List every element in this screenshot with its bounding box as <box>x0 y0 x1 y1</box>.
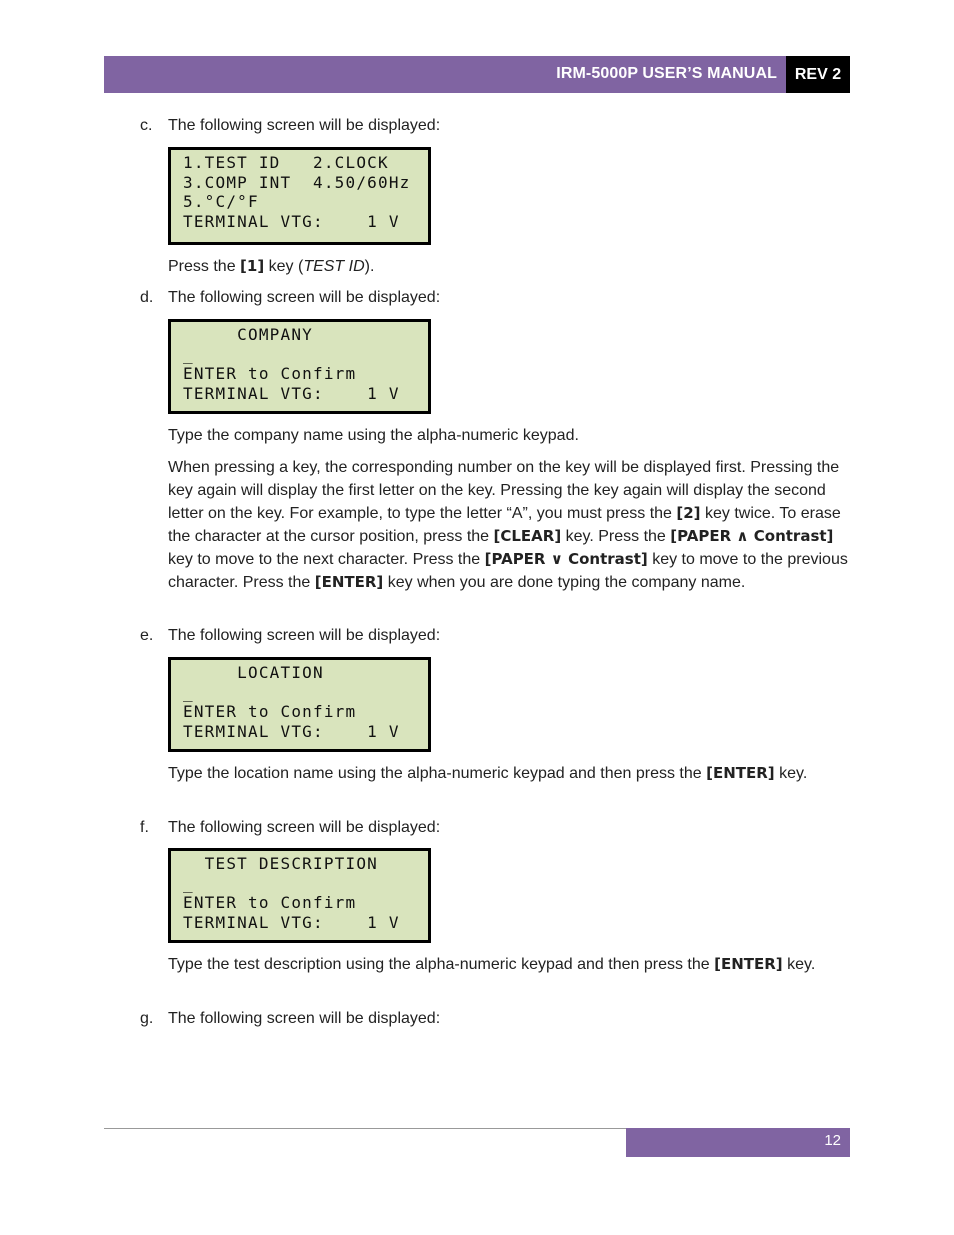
lcd-row: 3.COMP INT 4.50/60Hz <box>183 172 411 192</box>
footer-bar <box>626 1128 850 1157</box>
step-letter: d. <box>140 289 154 306</box>
key-label: [ENTER] <box>714 955 783 973</box>
text-run: key. <box>782 956 816 973</box>
step-text: The following screen will be displayed: <box>168 1010 441 1027</box>
paragraph-location-name <box>168 762 848 785</box>
step-text: The following screen will be displayed: <box>168 117 441 134</box>
key-label: [2] <box>676 504 701 522</box>
key-label: [CLEAR] <box>493 527 562 545</box>
text-run: Type the location name using the alpha-numeric keypad and then press the <box>168 765 707 782</box>
key-label: [ENTER] <box>314 573 384 591</box>
lcd-row: TERMINAL VTG: 1 V <box>183 383 400 403</box>
text-run: Type the test description using the alpha-numeric keypad and then press the <box>168 956 715 973</box>
lcd-row: TEST DESCRIPTION <box>183 854 378 873</box>
text-run: ). <box>364 258 375 275</box>
lcd-screen-main-menu <box>168 147 431 245</box>
paragraph-company-name: Type the company name using the alpha-numeric keypad. <box>168 427 579 444</box>
lcd-row: _ <box>183 344 194 364</box>
lcd-row: _ <box>183 682 194 702</box>
manual-title: IRM-5000P USER’S MANUAL <box>556 65 777 82</box>
text-run: When pressing a key, the corresponding number on the key will be displayed first. Pressing the key again will display the first letter on the key. Pressing the key again will display the second letter on the key. For example, to type the letter “A”, you must press the <box>168 459 840 522</box>
lcd-row: TERMINAL VTG: 1 V <box>183 211 400 231</box>
page-number: 12 <box>824 1132 841 1149</box>
revision-badge: REV 2 <box>786 56 850 93</box>
key-label: [PAPER ∨ Contrast] <box>484 550 648 568</box>
text-run: key when you are done typing the company name. <box>383 574 746 591</box>
step-text: The following screen will be displayed: <box>168 627 441 644</box>
lcd-row: LOCATION <box>183 663 324 682</box>
paragraph-keypad-instructions <box>168 456 848 594</box>
paragraph-test-description <box>168 953 848 976</box>
lcd-row: ENTER to Confirm <box>183 893 357 912</box>
step-letter: f. <box>140 819 149 836</box>
step-text: The following screen will be displayed: <box>168 819 441 836</box>
lcd-row: _ <box>183 873 194 893</box>
header-bar <box>104 56 786 93</box>
lcd-screen-location <box>168 657 431 752</box>
step-text: The following screen will be displayed: <box>168 289 441 306</box>
paragraph-press-1 <box>168 255 848 278</box>
italic-text: TEST ID <box>303 258 365 275</box>
key-label: [1] <box>240 257 265 275</box>
step-letter: e. <box>140 627 154 644</box>
lcd-row: TERMINAL VTG: 1 V <box>183 912 400 932</box>
lcd-row: COMPANY <box>183 325 313 344</box>
lcd-screen-test-description <box>168 848 431 943</box>
text-run: key. Press the <box>561 528 671 545</box>
lcd-screen-company <box>168 319 431 414</box>
text-run: key ( <box>264 258 304 275</box>
lcd-row: TERMINAL VTG: 1 V <box>183 721 400 741</box>
lcd-row: ENTER to Confirm <box>183 364 357 383</box>
footer-divider <box>104 1128 626 1129</box>
lcd-row: ENTER to Confirm <box>183 702 357 721</box>
text-run: Press the <box>168 258 241 275</box>
text-run: key to move to the next character. Press the <box>168 551 485 568</box>
lcd-row: 5.°C/°F <box>183 192 259 211</box>
lcd-row: 1.TEST ID 2.CLOCK <box>183 153 389 172</box>
step-letter: g. <box>140 1010 154 1027</box>
text-run: key twice. To erase the character at the cursor position, press the <box>168 505 841 545</box>
key-label: [ENTER] <box>706 764 775 782</box>
key-label: [PAPER ∧ Contrast] <box>670 527 834 545</box>
step-letter: c. <box>140 117 153 134</box>
text-run: key. <box>774 765 808 782</box>
text-run: key to move to the previous character. Press the <box>168 551 848 591</box>
